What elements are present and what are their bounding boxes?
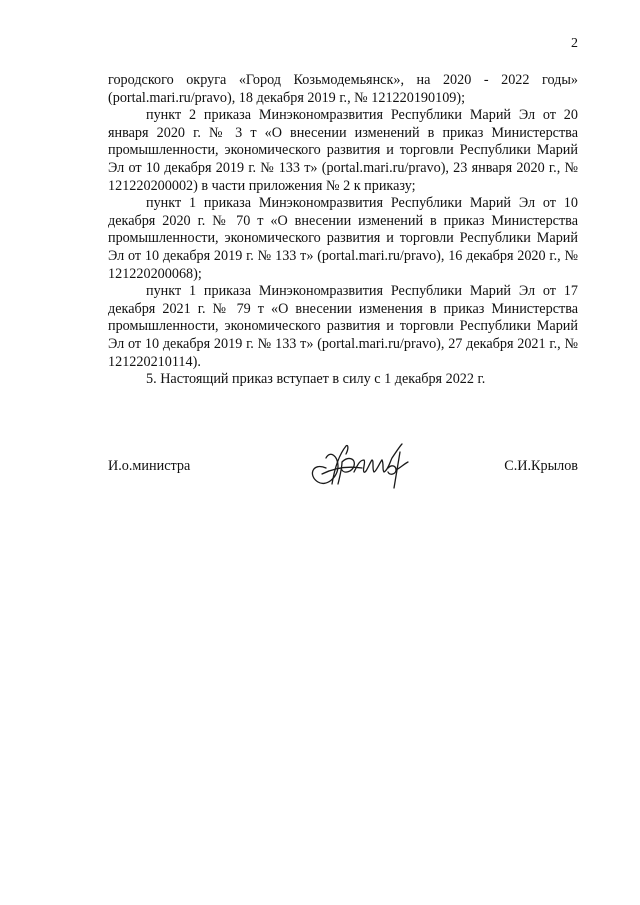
signature-block	[108, 438, 578, 498]
handwritten-signature	[304, 438, 424, 494]
paragraph-continuation: городского округа «Город Козьмодемьянск», на 2020 - 2022 годы» (portal.mari.ru/pravo), 18 декабря 2019 г., № 121220190109);	[108, 72, 578, 106]
signer-title: И.о.министра	[108, 458, 191, 474]
paragraph-item-4: пункт 1 приказа Минэкономразвития Республики Марий Эл от 17 декабря 2021 г. № 79 т «О внесении изменения в приказ Министерства промышленности, экономического развития и торговли Республики Марий Эл от 10 декабря 2019 г. № 133 т» (portal.mari.ru/pravo), 27 декабря 2021 г., № 121220210114).	[108, 283, 578, 370]
signer-name: С.И.Крылов	[504, 458, 578, 474]
page-number: 2	[571, 36, 578, 51]
paragraph-effective-date: 5. Настоящий приказ вступает в силу с 1 декабря 2022 г.	[146, 371, 486, 388]
paragraph-item-2: пункт 2 приказа Минэкономразвития Республики Марий Эл от 20 января 2020 г. № 3 т «О внесении изменений в приказ Министерства промышленности, экономического развития и торговли Республики Марий Эл от 10 декабря 2019 г. № 133 т» (portal.mari.ru/pravo), 23 января 2020 г., № 121220200002) в части приложения № 2 к приказу;	[108, 107, 578, 194]
document-body	[108, 72, 578, 389]
paragraph-item-3: пункт 1 приказа Минэкономразвития Республики Марий Эл от 10 декабря 2020 г. № 70 т «О внесении изменений в приказ Министерства промышленности, экономического развития и торговли Республики Марий Эл от 10 декабря 2019 г. № 133 т» (portal.mari.ru/pravo), 16 декабря 2020 г., № 121220200068);	[108, 195, 578, 282]
